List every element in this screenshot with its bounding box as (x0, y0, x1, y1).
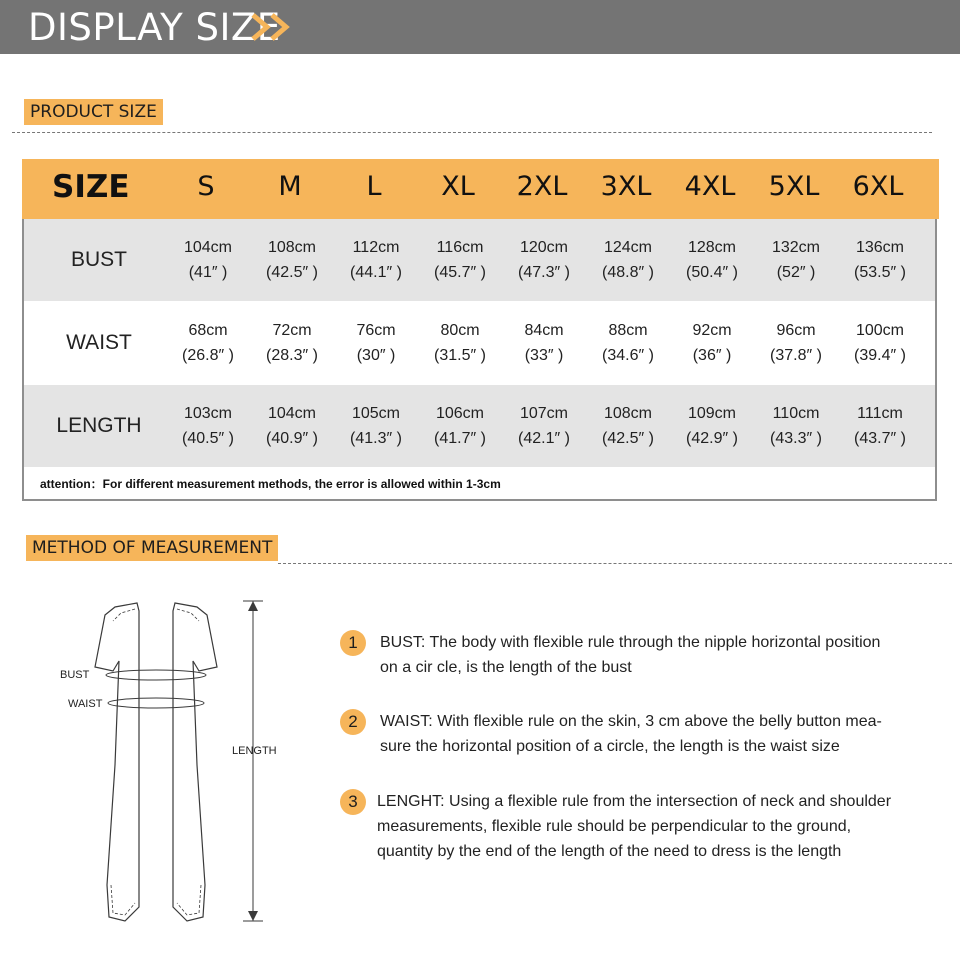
cell-inch-value: (42.5″ ) (602, 430, 654, 447)
diagram-waist-label: WAIST (68, 698, 103, 710)
size-col-header: 3XL (600, 171, 652, 202)
row-label: BUST (70, 248, 127, 271)
cell-inch-value: (41.7″ ) (434, 430, 486, 447)
cell-inch-value: (40.9″ ) (266, 430, 318, 447)
cell-inch-value: (37.8″ ) (770, 347, 822, 364)
cell-inch-value: (42.5″ ) (266, 264, 318, 281)
table-cell (840, 318, 920, 368)
cell-inch-value: (47.3″ ) (518, 264, 570, 281)
cell-inch-value: (44.1″ ) (350, 264, 402, 281)
cell-inch-value: (31.5″ ) (434, 347, 486, 364)
table-cell (504, 235, 584, 285)
step-text-line: on a cir cle, is the length of the bust (380, 659, 632, 676)
table-cell (252, 401, 332, 451)
size-header-label: SIZE (52, 169, 130, 205)
step-text-line: quantity by the end of the length of the need to dress is the length (377, 843, 842, 860)
table-cell (168, 401, 248, 451)
table-cell (756, 401, 836, 451)
page-title: DISPLAY SIZE (28, 6, 281, 49)
cell-cm-value: 136cm (855, 239, 905, 256)
cell-cm-value: 116cm (436, 239, 484, 256)
size-col-header: 4XL (684, 171, 736, 202)
cell-inch-value: (53.5″ ) (854, 264, 906, 281)
table-row-waist (24, 302, 935, 384)
step-waist-description (380, 709, 882, 759)
step-text-line: LENGHT: Using a flexible rule from the intersection of neck and shoulder (377, 793, 892, 810)
cell-cm-value: 110cm (772, 405, 820, 422)
table-cell (336, 401, 416, 451)
cell-inch-value: (41.3″ ) (350, 430, 402, 447)
table-cell (504, 401, 584, 451)
cell-inch-value: (36″ ) (692, 347, 732, 364)
cell-inch-value: (42.9″ ) (686, 430, 738, 447)
cell-inch-value: (50.4″ ) (686, 264, 738, 281)
cell-cm-value: 112cm (352, 239, 400, 256)
cell-cm-value: 124cm (603, 239, 653, 256)
cell-cm-value: 107cm (519, 405, 569, 422)
cell-cm-value: 88cm (608, 322, 648, 339)
step-number-badge: 3 (340, 789, 366, 815)
size-col-header: M (278, 171, 302, 202)
cell-inch-value: (30″ ) (356, 347, 396, 364)
table-cell (840, 401, 920, 451)
product-size-label: PRODUCT SIZE (24, 99, 163, 125)
cell-inch-value: (34.6″ ) (602, 347, 654, 364)
step-text-line: WAIST: With flexible rule on the skin, 3 cm above the belly button mea- (380, 713, 882, 730)
cell-cm-value: 108cm (603, 405, 653, 422)
cell-inch-value: (43.7″ ) (854, 430, 906, 447)
table-cell (672, 401, 752, 451)
row-label: LENGTH (56, 414, 142, 437)
cell-cm-value: 80cm (440, 322, 480, 339)
table-cell (588, 401, 668, 451)
table-cell (168, 235, 248, 285)
cardigan-diagram (55, 595, 295, 930)
table-cell (420, 318, 500, 368)
table-cell (756, 318, 836, 368)
table-row-length (24, 385, 935, 467)
cell-inch-value: (26.8″ ) (182, 347, 234, 364)
section-divider (278, 563, 952, 564)
size-col-header: 5XL (768, 171, 820, 202)
cell-inch-value: (48.8″ ) (602, 264, 654, 281)
table-cell (420, 235, 500, 285)
cell-cm-value: 92cm (692, 322, 732, 339)
table-cell (588, 235, 668, 285)
table-cell (672, 318, 752, 368)
cell-cm-value: 96cm (776, 322, 816, 339)
double-chevron-right-icon (250, 12, 296, 42)
table-cell (756, 235, 836, 285)
step-number-badge: 2 (340, 709, 366, 735)
cell-cm-value: 109cm (687, 405, 737, 422)
table-cell (504, 318, 584, 368)
method-label: METHOD OF MEASUREMENT (26, 535, 278, 561)
size-table (22, 159, 937, 501)
section-divider (12, 132, 932, 133)
size-col-header: XL (441, 171, 475, 202)
table-row-bust (24, 219, 935, 301)
table-cell (336, 235, 416, 285)
size-col-header: S (197, 171, 215, 202)
table-cell (420, 401, 500, 451)
cell-cm-value: 100cm (855, 322, 905, 339)
table-cell (168, 318, 248, 368)
cell-inch-value: (52″ ) (776, 264, 816, 281)
cell-cm-value: 104cm (267, 405, 317, 422)
table-cell (672, 235, 752, 285)
cell-inch-value: (43.3″ ) (770, 430, 822, 447)
cell-inch-value: (28.3″ ) (266, 347, 318, 364)
cell-inch-value: (45.7″ ) (434, 264, 486, 281)
row-label: WAIST (66, 331, 132, 354)
step-text-line: measurements, flexible rule should be perpendicular to the ground, (377, 818, 852, 835)
size-col-header: 6XL (852, 171, 904, 202)
cell-cm-value: 108cm (267, 239, 317, 256)
step-length-description (377, 789, 891, 864)
table-cell (252, 318, 332, 368)
cell-cm-value: 104cm (183, 239, 233, 256)
step-number-badge: 1 (340, 630, 366, 656)
size-table-header (22, 159, 939, 219)
cell-cm-value: 111cm (857, 405, 903, 422)
cell-cm-value: 68cm (188, 322, 228, 339)
cell-inch-value: (41″ ) (188, 264, 228, 281)
cell-cm-value: 128cm (687, 239, 737, 256)
diagram-length-label: LENGTH (232, 745, 277, 757)
table-cell (840, 235, 920, 285)
attention-note: attention：For different measurement methods, the error is allowed within 1-3cm (40, 477, 501, 491)
cell-inch-value: (39.4″ ) (854, 347, 906, 364)
cell-inch-value: (42.1″ ) (518, 430, 570, 447)
table-cell (336, 318, 416, 368)
cell-cm-value: 72cm (272, 322, 312, 339)
step-text-line: sure the horizontal position of a circle, the length is the waist size (380, 738, 840, 755)
cell-inch-value: (40.5″ ) (182, 430, 234, 447)
header-bar (0, 0, 960, 54)
table-cell (588, 318, 668, 368)
cell-cm-value: 106cm (435, 405, 485, 422)
cell-cm-value: 120cm (519, 239, 569, 256)
diagram-bust-label: BUST (60, 669, 90, 681)
cell-cm-value: 76cm (356, 322, 396, 339)
size-col-header: L (366, 171, 382, 202)
step-bust-description (380, 630, 880, 680)
cell-inch-value: (33″ ) (524, 347, 564, 364)
cell-cm-value: 84cm (524, 322, 564, 339)
cell-cm-value: 105cm (351, 405, 401, 422)
table-cell (252, 235, 332, 285)
cell-cm-value: 132cm (771, 239, 821, 256)
size-col-header: 2XL (516, 171, 568, 202)
step-text-line: BUST: The body with flexible rule through the nipple horizontal position (380, 634, 881, 651)
cell-cm-value: 103cm (183, 405, 233, 422)
